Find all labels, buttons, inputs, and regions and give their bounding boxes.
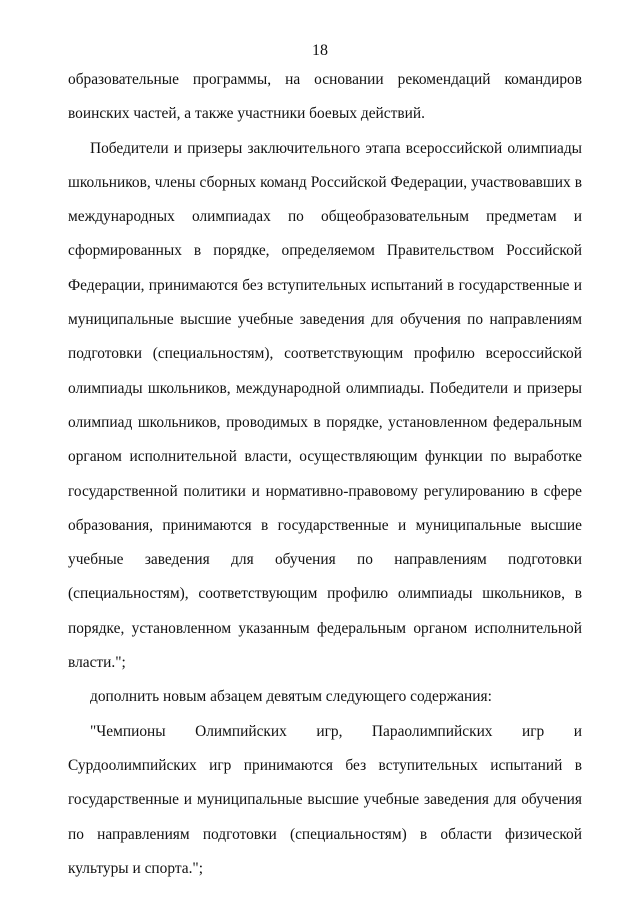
- paragraph-2: Победители и призеры заключительного этапа всероссийской олимпиады школьников, члены сборных команд Российской Федерации, участвовавших в международных олимпиадах по общеобразовательным предметам и сформированных в порядке, определяемом Правительством Российской Федерации, принимаются без вступительных испытаний в государственные и муниципальные высшие учебные заведения для обучения по направлениям подготовки (специальностям), соответствующим профилю всероссийской олимпиады школьников, международной олимпиады. Победители и призеры олимпиад школьников, проводимых в порядке, установленном федеральным органом исполнительной власти, осуществляющим функции по выработке государственной политики и нормативно-правовому регулированию в сфере образования, принимаются в государственные и муниципальные высшие учебные заведения для обучения по направлениям подготовки (специальностям), соответствующим профилю олимпиады школьников, в порядке, установленном указанным федеральным органом исполнительной власти.";: [68, 139, 582, 672]
- document-body: [68, 63, 582, 886]
- paragraph-4: "Чемпионы Олимпийских игр, Параолимпийских игр и Сурдоолимпийских игр принимаются без вступительных испытаний в государственные и муниципальные высшие учебные заведения для обучения по направлениям подготовки (специальностям) в области физической культуры и спорта.";: [68, 722, 582, 877]
- paragraph-3: дополнить новым абзацем девятым следующего содержания:: [90, 688, 492, 706]
- page-number: 18: [312, 42, 328, 59]
- paragraph-1: образовательные программы, на основании рекомендаций командиров воинских частей, а также участники боевых действий.: [68, 71, 582, 123]
